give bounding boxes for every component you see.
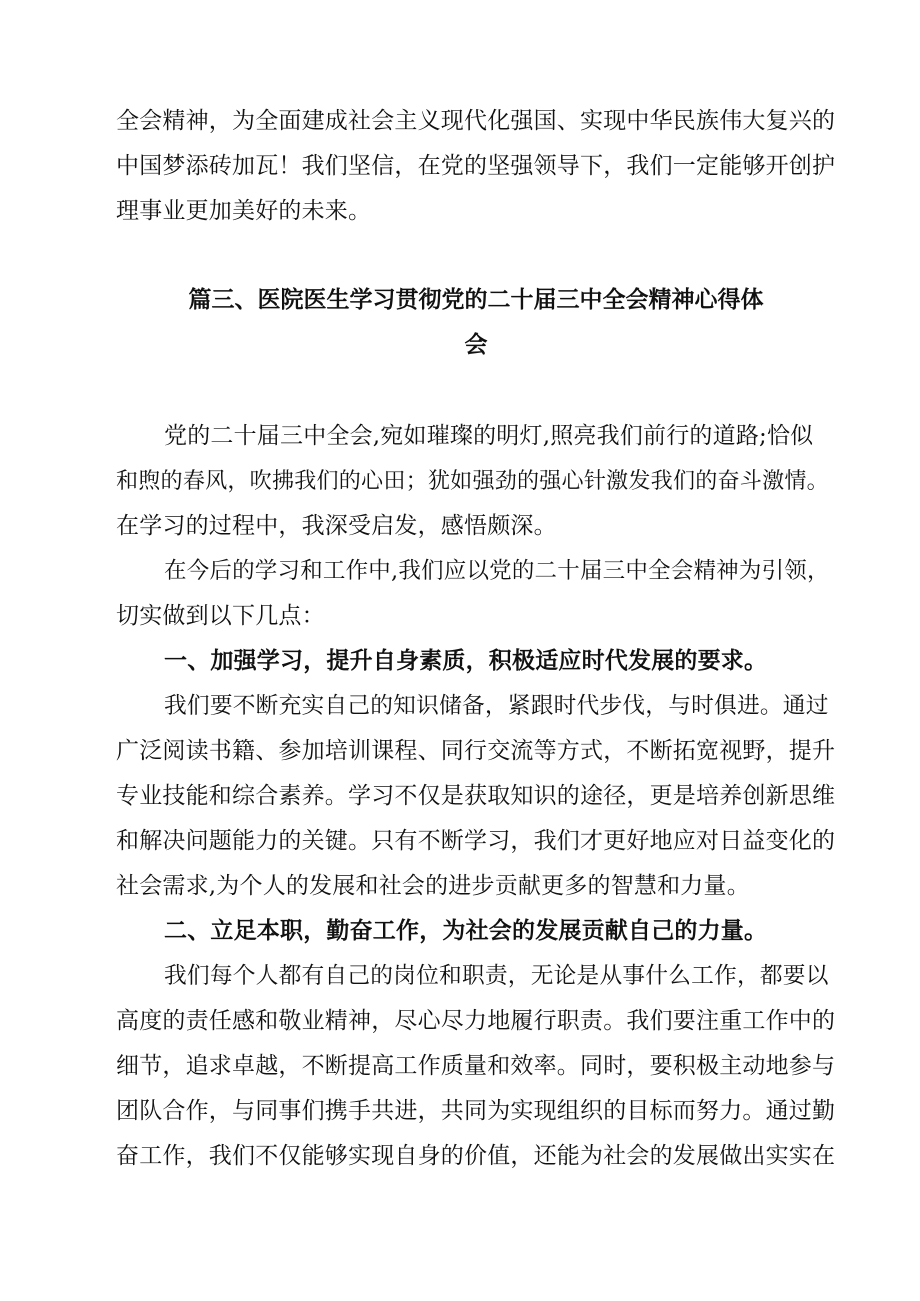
paragraph-3-line-5: 社会需求,为个人的发展和社会的进步贡献更多的智慧和力量。: [116, 873, 750, 899]
paragraph-4-line-5: 奋工作，我们不仅能够实现自身的价值，还能为社会的发展做出实实在: [116, 1143, 836, 1169]
section-title-line-2: 会: [464, 331, 488, 358]
subheading-1: 一、加强学习，提升自身素质，积极适应时代发展的要求。: [164, 647, 768, 674]
paragraph-4-line-2: 高度的责任感和敬业精神，尽心尽力地履行职责。我们要注重工作中的: [116, 1008, 836, 1034]
paragraph-4-line-3: 细节，追求卓越，不断提高工作质量和效率。同时，要积极主动地参与: [116, 1053, 836, 1079]
paragraph-3-line-4: 和解决问题能力的关键。只有不断学习，我们才更好地应对日益变化的: [116, 828, 836, 854]
paragraph-3-line-2: 广泛阅读书籍、参加培训课程、同行交流等方式，不断拓宽视野，提升: [116, 738, 836, 764]
paragraph-1-line-3: 在学习的过程中，我深受启发，感悟颇深。: [116, 513, 557, 539]
paragraph-4-line-4: 团队合作，与同事们携手共进，共同为实现组织的目标而努力。通过勤: [116, 1098, 836, 1124]
section-title-line-1: 篇三、医院医生学习贯彻党的二十届三中全会精神心得体: [188, 286, 764, 313]
intro-line-3: 理事业更加美好的未来。: [116, 198, 372, 224]
paragraph-2-line-2: 切实做到以下几点：: [116, 603, 325, 629]
paragraph-2-line-1: 在今后的学习和工作中,我们应以党的二十届三中全会精神为引领，: [164, 558, 830, 584]
paragraph-4-line-1: 我们每个人都有自己的岗位和职责，无论是从事什么工作，都要以: [164, 963, 829, 989]
paragraph-1-line-2: 和煦的春风，吹拂我们的心田；犹如强劲的强心针激发我们的奋斗激情。: [116, 468, 829, 494]
intro-line-2: 中国梦添砖加瓦！我们坚信，在党的坚强领导下，我们一定能够开创护: [116, 153, 836, 179]
paragraph-3-line-3: 专业技能和综合素养。学习不仅是获取知识的途径，更是培养创新思维: [116, 783, 836, 809]
subheading-2: 二、立足本职，勤奋工作，为社会的发展贡献自己的力量。: [164, 917, 768, 944]
paragraph-3-line-1: 我们要不断充实自己的知识储备，紧跟时代步伐，与时俱进。通过: [164, 693, 829, 719]
intro-line-1: 全会精神，为全面建成社会主义现代化强国、实现中华民族伟大复兴的: [116, 108, 836, 134]
paragraph-1-line-1: 党的二十届三中全会,宛如璀璨的明灯,照亮我们前行的道路;恰似: [164, 423, 814, 449]
